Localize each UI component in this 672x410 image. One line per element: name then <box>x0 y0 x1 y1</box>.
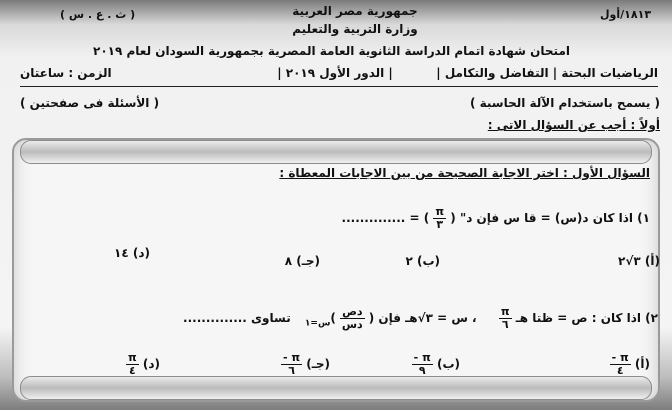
q2-option-a-fraction <box>610 352 631 377</box>
q1-stem: ١) اذا كان د(س) = قا س فإن د" ( <box>446 211 650 225</box>
q1-option-b <box>360 254 440 268</box>
q2-option-c <box>230 352 330 377</box>
q2-option-d-den: ٤ <box>128 364 136 377</box>
q1-option-b-label: (ب) <box>416 254 440 268</box>
q2-tail: تساوى .............. <box>183 311 291 325</box>
question-2: ٢) اذا كان : ص = ظتا هـ $\frac{\pi}{٦}$ ، س = ٣√هـ فإن ( $\frac{\text{دص}}{\text{دس}}$ )$_{س=١}$ تساوى .............. <box>183 305 658 331</box>
q2-option-b-den: ٩ <box>418 364 426 377</box>
q1-fraction <box>433 206 446 231</box>
q2-option-c-label: (جـ) <box>306 357 330 371</box>
q1-tail: ) = .............. <box>341 211 430 225</box>
calculator-note: ( يسمح باستخدام الآلة الحاسبة ) <box>469 96 660 110</box>
pages-note: ( الأسئلة فى صفحتين ) <box>20 96 160 110</box>
q2-option-b-label: (ب) <box>436 357 460 371</box>
q2-middle: ، س = ٣√هـ فإن <box>378 311 477 325</box>
q2-option-d-label: (د) <box>142 357 160 371</box>
q1-option-a-value: ٣√٢ <box>618 254 641 268</box>
q2-option-b <box>360 352 460 377</box>
q2-fraction-num: π <box>500 305 510 318</box>
q1-option-c-value: ٨ <box>284 254 293 268</box>
q2-option-d-fraction <box>126 352 139 377</box>
q1-option-c <box>240 254 320 268</box>
q1-option-a <box>560 254 660 268</box>
q2-subscript: س=١ <box>304 318 331 329</box>
q1-fraction-den: ٣ <box>436 218 444 231</box>
q2-option-d-num: π <box>127 351 137 364</box>
q2-option-a-num: π - <box>611 351 629 364</box>
exam-title: امتحان شهادة اتمام الدراسة الثانوية العامة المصرية بجمهورية السودان لعام ٢٠١٩ <box>93 44 570 58</box>
q2-option-b-num: π - <box>413 351 431 364</box>
q1-option-d <box>60 246 150 260</box>
q2-fraction <box>499 306 512 331</box>
q2-option-a <box>540 352 650 377</box>
q2-derivative-num: دص <box>342 305 363 318</box>
country-name: جمهورية مصر العربية <box>292 4 418 18</box>
q2-option-c-num: π - <box>282 351 301 364</box>
q2-option-d <box>70 352 160 377</box>
exam-duration: الزمن : ساعتان <box>20 66 112 80</box>
question-1 <box>290 206 650 231</box>
q2-option-c-fraction <box>281 352 302 377</box>
q1-option-b-value: ٢ <box>405 254 413 268</box>
q2-derivative-den: دس <box>341 318 363 331</box>
ministry-name: وزارة التربية والتعليم <box>292 22 418 36</box>
q2-theta: هـ <box>515 311 529 325</box>
q2-option-b-fraction <box>412 352 433 377</box>
exam-code-left: ١٨١٣/أول <box>600 8 652 21</box>
exam-subject: الرياضيات البحتة | التفاضل والتكامل | <box>436 66 658 80</box>
q1-option-c-label: (جـ) <box>296 254 320 268</box>
instruction: أولاً : أجب عن السؤال الاتى : <box>487 118 660 132</box>
q2-fraction-den: ٦ <box>501 318 509 331</box>
q2-option-a-label: (أ) <box>634 357 650 371</box>
q1-option-a-label: (أ) <box>644 254 660 268</box>
scroll-bottom-decoration <box>20 376 652 400</box>
q1-option-d-label: (د) <box>132 246 150 260</box>
scroll-top-decoration <box>20 140 652 164</box>
exam-code-right: ( ث . ع . س ) <box>60 8 136 21</box>
section-title: السؤال الأول : اختر الاجابة الصحيحة من بين الاجابات المعطاة : <box>279 166 650 180</box>
q2-option-a-den: ٤ <box>616 364 624 377</box>
header-divider <box>20 86 658 87</box>
q2-stem: ٢) اذا كان : ص = ظتا <box>528 311 658 325</box>
q1-fraction-num: π <box>435 205 445 218</box>
exam-session: | الدور الأول ٢٠١٩ | <box>277 66 393 80</box>
q1-option-d-value: ١٤ <box>114 246 129 260</box>
q2-option-c-den: ٦ <box>288 364 295 377</box>
q2-derivative <box>340 306 364 331</box>
